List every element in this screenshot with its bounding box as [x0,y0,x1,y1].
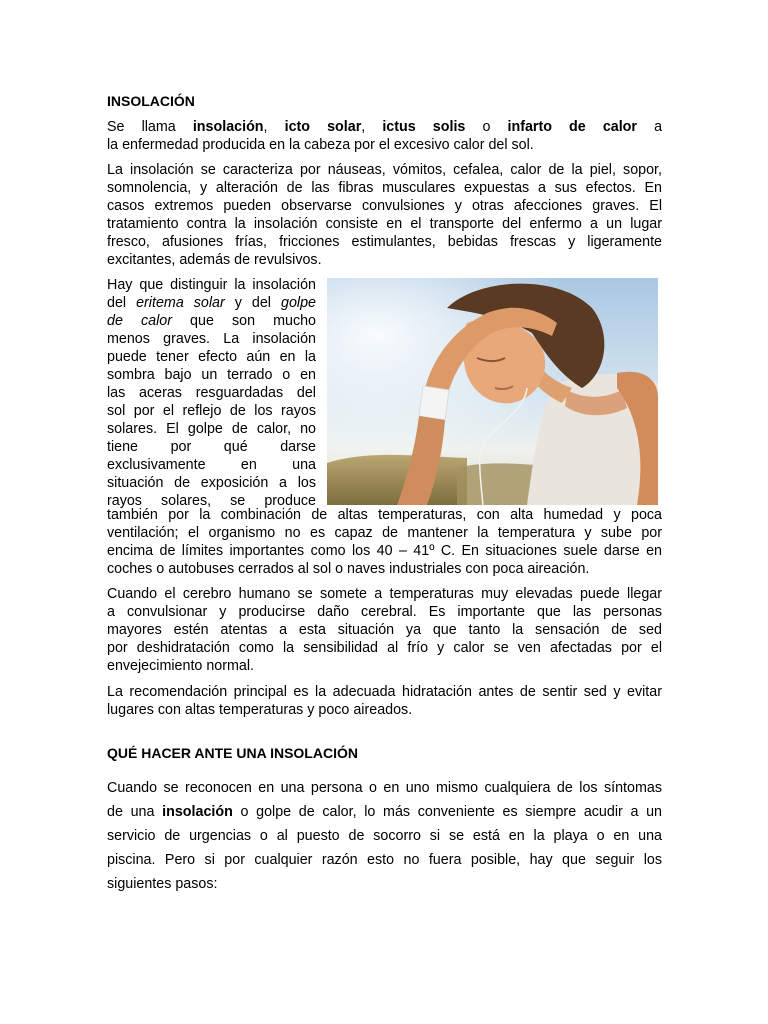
line: por deshidratación como la sensibilidad al frío y calor se ven afectadas por el [107,640,662,656]
line: La recomendación principal es la adecuada hidratación antes de sentir sed y evitar [107,684,662,700]
line: Se llama insolación, icto solar, ictus solis o infarto de calor a [107,119,663,135]
paragraph-distinguish-float [107,276,316,510]
line: rayos solares, se produce [107,493,316,509]
line: sol por el reflejo de los rayos [107,403,316,419]
line: de una insolación o golpe de calor, lo más conveniente es siempre acudir a un [107,804,662,820]
section-heading: QUÉ HACER ANTE UNA INSOLACIÓN [107,745,358,761]
line: servicio de urgencias o al puesto de socorro si se está en la playa o en una [107,828,662,844]
line: las aceras resguardadas del [107,385,316,401]
line: puede tener efecto aún en la [107,349,316,365]
line: somnolencia, y alteración de las fibras musculares expuestas a sus efectos. En [107,180,662,196]
page-title: INSOLACIÓN [107,93,195,109]
line: coches o autobuses cerrados al sol o naves industriales con poca aireación. [107,561,590,577]
line: piscina. Pero si por cualquier razón esto no fuera posible, hay que seguir los [107,852,662,868]
line: La insolación se caracteriza por náuseas, vómitos, cefalea, calor de la piel, sopor, [107,162,662,178]
line: la enfermedad producida en la cabeza por el excesivo calor del sol. [107,137,534,153]
paragraph-distinguish-continued [107,506,662,578]
line: menos graves. La insolación [107,331,316,347]
paragraph-brain [107,585,662,675]
line: situación de exposición a los [107,475,316,491]
line: mayores estén atentas a esta situación ya que tanto la sensación de sed [107,622,662,638]
line: lugares con altas temperaturas y poco aireados. [107,702,413,718]
line: Cuando se reconocen en una persona o en uno mismo cualquiera de los síntomas [107,780,662,796]
line: exclusivamente en una [107,457,316,473]
line: solares. El golpe de calor, no [107,421,316,437]
line: Hay que distinguir la insolación [107,277,316,293]
line: del eritema solar y del golpe [107,295,316,311]
woman-wiping-forehead-illustration [327,278,658,505]
line: tratamiento contra la insolación consiste en el transporte del enfermo a un lugar [107,216,662,232]
paragraph-what-to-do [107,776,662,896]
line: tiene por qué darse [107,439,316,455]
line: de calor que son mucho [107,313,316,329]
line: excitantes, además de revulsivos. [107,252,322,268]
line: Cuando el cerebro humano se somete a temperaturas muy elevadas puede llegar [107,586,662,602]
line: siguientes pasos: [107,876,218,892]
line: a convulsionar y producirse daño cerebral. Es importante que las personas [107,604,662,620]
line: ventilación; el organismo no es capaz de mantener la temperatura y sube por [107,525,662,541]
paragraph-symptoms [107,161,662,269]
line: fresco, afusiones frías, fricciones estimulantes, bebidas frescas y ligeramente [107,234,662,250]
line: encima de límites importantes como los 40 – 41º C. En situaciones suele darse en [107,543,662,559]
line: sombra bajo un terrado o en [107,367,316,383]
heat-stroke-photo [327,278,658,505]
paragraph-definition [107,118,662,154]
line: casos extremos pueden observarse convulsiones y otras afecciones graves. El [107,198,662,214]
paragraph-recommendation [107,683,662,719]
line: también por la combinación de altas temperaturas, con alta humedad y poca [107,507,662,523]
line: envejecimiento normal. [107,658,255,674]
